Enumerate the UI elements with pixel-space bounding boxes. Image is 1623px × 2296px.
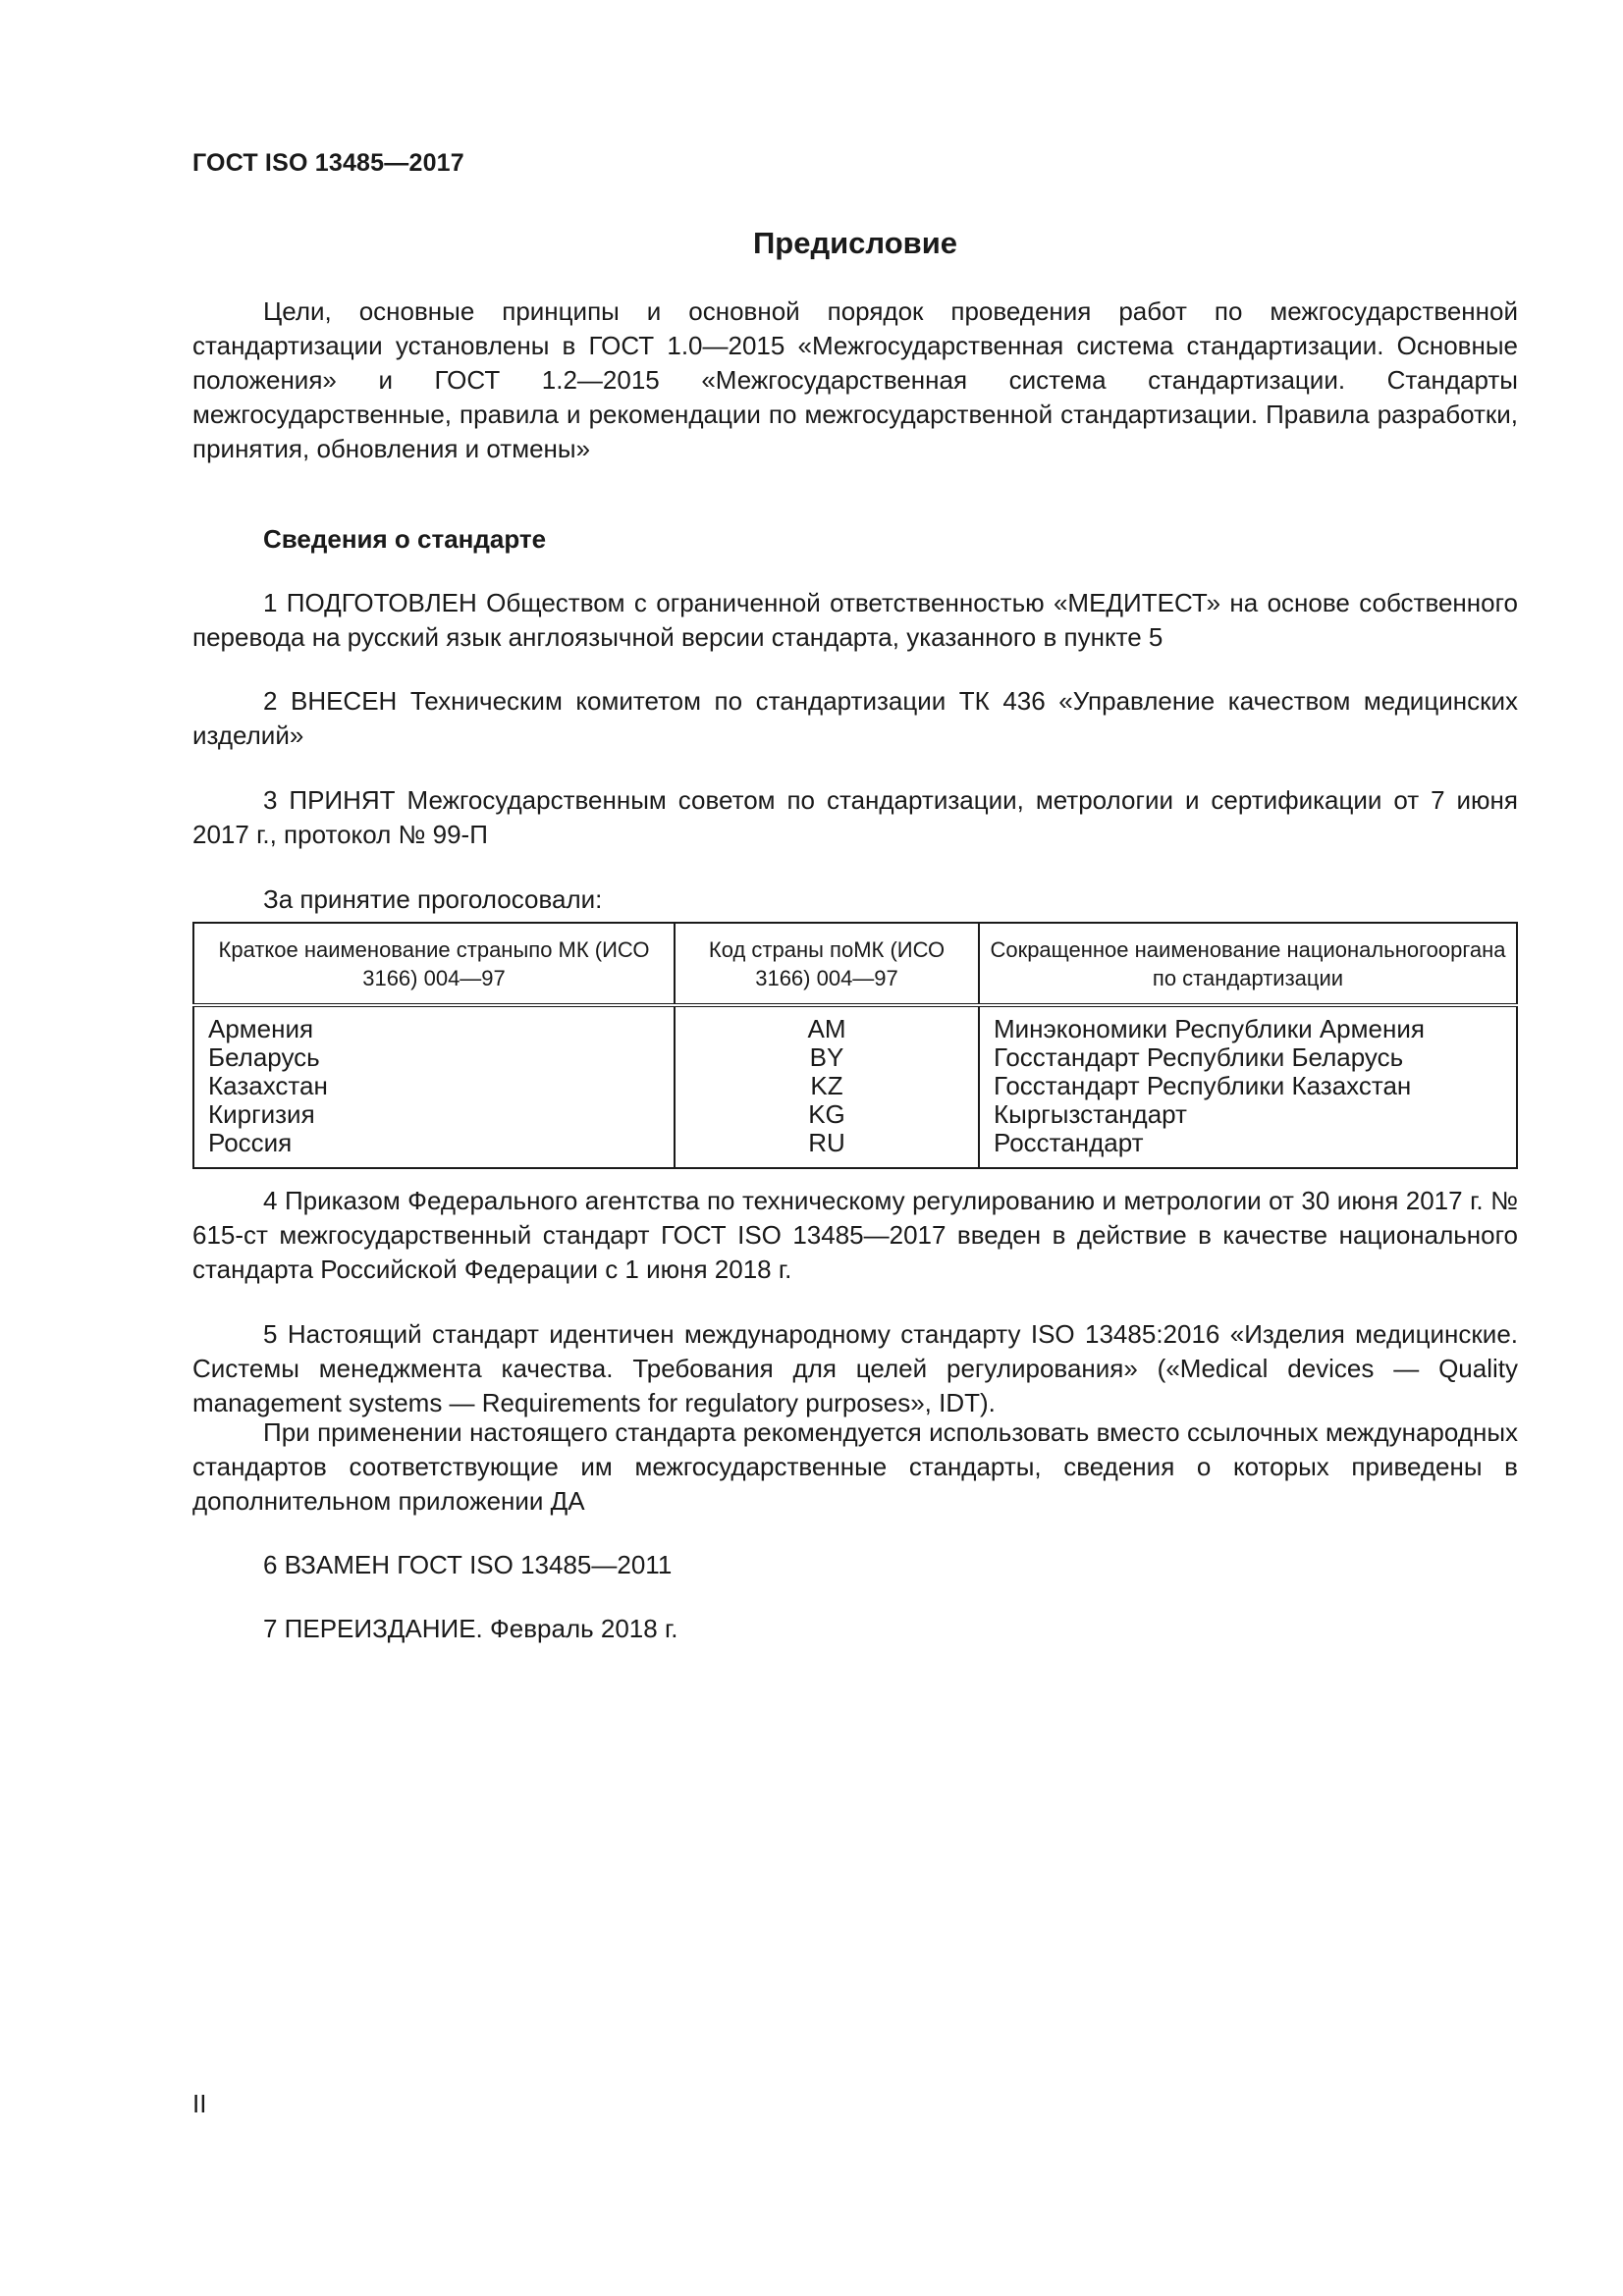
table-cell: Армения [208, 1014, 314, 1043]
country-name-cell [193, 1005, 675, 1168]
item-5-paragraph: 5 Настоящий стандарт идентичен международному стандарту ISO 13485:2016 «Изделия медицинские. Системы менеджмента качества. Требования для целей регулирования» («Medical devices — Quality management systems — Requirements for regulatory purposes», IDT). [192, 1319, 1518, 1417]
item-1-paragraph: 1 ПОДГОТОВЛЕН Обществом с ограниченной ответственностью «МЕДИТЕСТ» на основе собственного перевода на русский язык англоязычной версии стандарта, указанного в пункте 5 [192, 588, 1518, 652]
table-cell: Киргизия [208, 1099, 315, 1129]
item-2-paragraph: 2 ВНЕСЕН Техническим комитетом по стандартизации ТК 436 «Управление качеством медицинских изделий» [192, 686, 1518, 750]
table-cell: KG [808, 1099, 845, 1129]
table-cell: RU [808, 1128, 845, 1157]
table-cell: KZ [810, 1071, 843, 1100]
header-country-name: Краткое наименование страныпо МК (ИСО 3166) 004—97 [218, 937, 650, 990]
table-cell: Россия [208, 1128, 293, 1157]
document-page [192, 0, 1518, 2296]
table-header-row [193, 923, 1517, 1005]
table-cell: Росстандарт [994, 1128, 1144, 1157]
table-cell: Беларусь [208, 1042, 320, 1072]
document-code: ГОСТ ISO 13485—2017 [192, 149, 464, 177]
country-code-cell [675, 1005, 979, 1168]
standards-body-cell [979, 1005, 1517, 1168]
table-row [193, 1005, 1517, 1168]
item-3-paragraph: 3 ПРИНЯТ Межгосударственным советом по стандартизации, метрологии и сертификации от 7 июня 2017 г., протокол № 99-П [192, 785, 1518, 849]
item-6-paragraph: 6 ВЗАМЕН ГОСТ ISO 13485—2011 [263, 1550, 673, 1579]
voting-countries-table [192, 922, 1518, 1169]
header-standards-body: Сокращенное наименование национальногооргана по стандартизации [979, 923, 1517, 1005]
vote-label: За принятие проголосовали: [263, 884, 603, 914]
table-cell: Минэкономики Республики Армения [994, 1014, 1425, 1043]
item-4-paragraph: 4 Приказом Федерального агентства по техническому регулированию и метрологии от 30 июня 2017 г. № 615-ст межгосударственный стандарт ГОСТ ISO 13485—2017 введен в действие в качестве национального стандарта Российской Федерации с 1 июня 2018 г. [192, 1186, 1518, 1284]
table-cell: Кыргызстандарт [994, 1099, 1187, 1129]
table-cell: AM [807, 1014, 846, 1043]
intro-paragraph: Цели, основные принципы и основной порядок проведения работ по межгосударственной стандартизации установлены в ГОСТ 1.0—2015 «Межгосударственная система стандартизации. Основные положения» и ГОСТ 1.2—2015 «Межгосударственная система стандартизации. Стандарты межгосударственные, правила и рекомендации по межгосударственной стандартизации. Правила разработки, принятия, обновления и отмены» [192, 296, 1518, 463]
table-cell: Госстандарт Республики Беларусь [994, 1042, 1404, 1072]
item-5-note-paragraph: При применении настоящего стандарта рекомендуется использовать вместо ссылочных международных стандартов соответствующие им межгосударственные стандарты, сведения о которых приведены в дополнительном приложении ДА [192, 1417, 1518, 1516]
table-cell: Госстандарт Республики Казахстан [994, 1071, 1412, 1100]
header-country-code: Код страны поМК (ИСО 3166) 004—97 [675, 923, 979, 1005]
item-7-paragraph: 7 ПЕРЕИЗДАНИЕ. Февраль 2018 г. [263, 1614, 678, 1643]
page-number: II [192, 2089, 207, 2118]
section-heading: Сведения о стандарте [263, 524, 547, 554]
page-title: Предисловие [752, 226, 957, 260]
table-cell: BY [809, 1042, 844, 1072]
table-cell: Казахстан [208, 1071, 328, 1100]
